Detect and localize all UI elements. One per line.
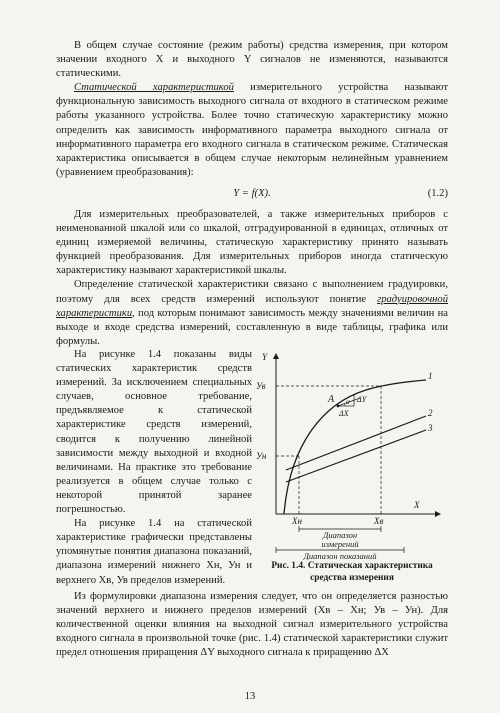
measurement-range-label-2: измерений (321, 539, 359, 549)
dx-label: ΔX (339, 409, 349, 418)
caption-line-1: Рис. 1.4. Статическая характеристика (271, 561, 433, 571)
point-a-label: A (328, 394, 335, 405)
y-axis-label: Y (262, 352, 268, 362)
paragraph-text: измерительного устройства называют функциональную зависимость выходного сигнала от входного в статическом режиме работы указанного устройства. Более точно статическую характеристику можно определить как зависимость информативного параметра выходного сигнала от информативного параметра его входного сигнала в статическом режиме. Статическая характеристика описывается в общем случае некоторым нелинейным уравнением (уравнением преобразования): (56, 82, 448, 178)
measurement-range-label-1: Диапазон (322, 530, 358, 540)
equation-formula: Y = f(X). (233, 188, 271, 199)
xn-label: Хн (292, 516, 302, 526)
xv-label: Хв (374, 516, 384, 526)
angle-arc (345, 404, 346, 406)
x-axis-label: X (414, 500, 420, 510)
term-static-characteristic: Статической характеристикой (74, 82, 234, 94)
line-2 (286, 416, 426, 470)
dy-label: ΔY (357, 395, 367, 404)
paragraph: Из формулировки диапазона измерения следует, что он определяется разностью значений верхнего и нижнего пределов измерений (Хв – Хн; Ув – Ун). Для количественной оценки влияния на выходной сигнал измерительного устройства входного сигнала в произвольной точке (рис. 1.4) статической характеристики служит предел отношения приращения ΔY выходного сигнала к приращению ΔX (56, 591, 448, 659)
static-characteristic-diagram (254, 348, 450, 560)
paragraph: В общем случае состояние (режим работы) средства измерения, при котором значении входного X и выходного Y сигналов не изменяются, называются статическими. (56, 40, 448, 80)
curve-2-label: 2 (428, 408, 433, 418)
text-block-top (56, 39, 448, 180)
yn-label: Ун (256, 451, 267, 461)
curve-3-label: 3 (428, 423, 433, 433)
yv-label: Ув (256, 381, 266, 391)
equation-number: (1.2) (427, 188, 448, 199)
paragraph: На рисунке 1.4 показаны виды статических характеристик средств измерений. За исключением специальных случаев, основное требование, предъявляемое к статической характеристике средств измерений, сводится к получению линейной зависимости между выходной и входной величинами. На практике это требование реализуется в общем случае только с некоторой принятой заранее погрешностью. (56, 349, 252, 516)
figure-1-4 (254, 348, 450, 560)
text-block-middle (56, 208, 448, 349)
paragraph (56, 81, 448, 180)
paragraph: На рисунке 1.4 на статической характеристике графически представлены упомянутые понятия диапазона показаний, диапазона измерений нижнего Хн, Ун и верхнего Хв, Ув пределов измерений. (56, 518, 252, 586)
curve-1-label: 1 (428, 371, 433, 381)
figure-caption (254, 561, 450, 584)
term-calibration-characteristic: градуировочной характеристики (56, 293, 448, 319)
point-a (337, 405, 340, 408)
paragraph-text: , под которым понимают зависимость между значениями величин на выходе и входе средства измерений, составленную в виде таблицы, графика или формулы. (56, 307, 448, 347)
text-column-left (56, 348, 252, 588)
caption-line-2: средства измерения (310, 572, 394, 583)
text-block-bottom (56, 590, 448, 660)
angle-label: α (346, 398, 350, 406)
paragraph: Для измерительных преобразователей, а также измерительных приборов с неименованной шкалой или со шкалой, отградуированной в единицах, отличных от единиц измеряемой величины, статическую характеристику принято называть функцией преобразования. Для измерительных приборов иногда статическую характеристику называют характеристикой шкалы. (56, 209, 448, 277)
indication-range-label: Диапазон показаний (303, 551, 377, 560)
paragraph-text: Определение статической характеристики связано с выполнением градуировки, поэтому для всех средств измерений используют понятие (56, 279, 448, 305)
equation-1-2 (56, 188, 448, 203)
page-number: 13 (244, 691, 256, 702)
paragraph (56, 278, 448, 348)
